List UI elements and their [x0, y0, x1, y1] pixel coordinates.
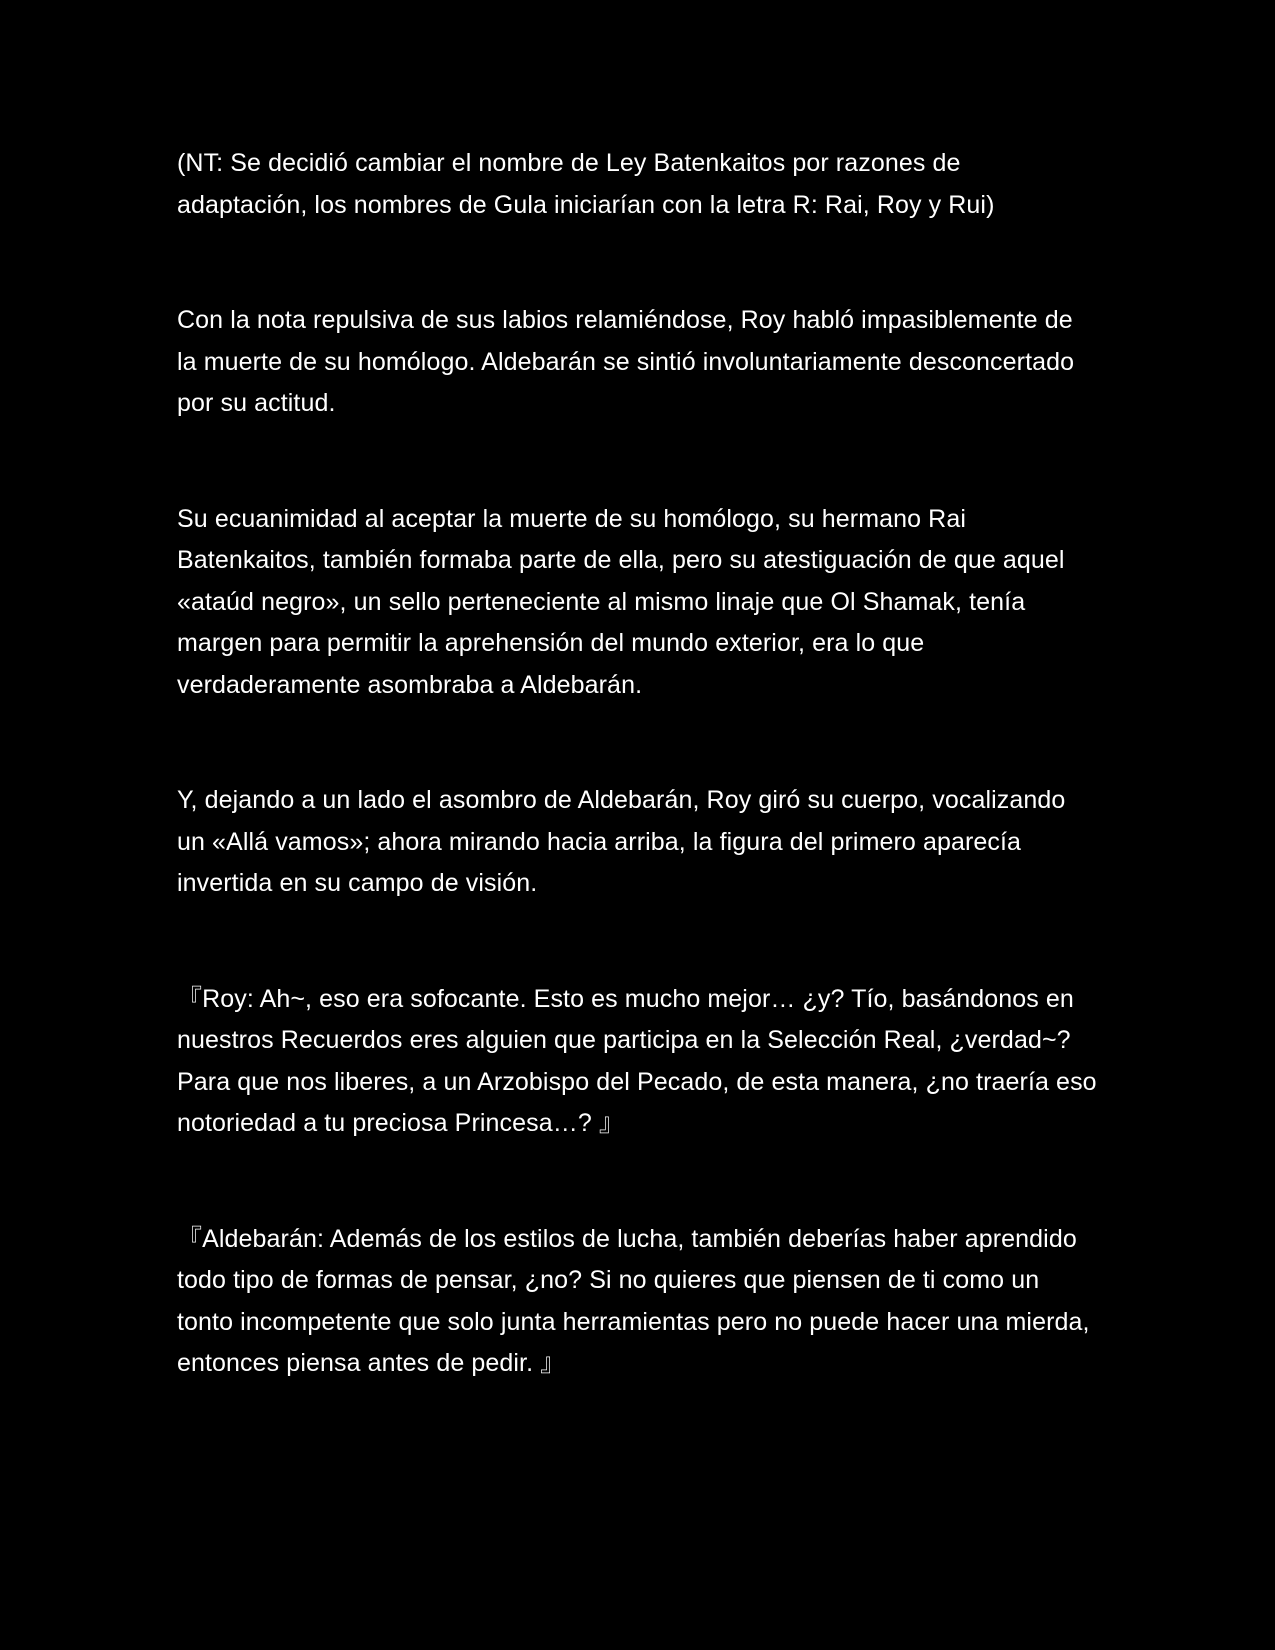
paragraph-narration-3: Y, dejando a un lado el asombro de Aldebarán, Roy giró su cuerpo, vocalizando un «Allá vamos»; ahora mirando hacia arriba, la figura del primero aparecía invertida en su campo de visión. — [177, 786, 1066, 897]
document-body — [177, 143, 1097, 1385]
paragraph-dialogue-aldebaran: 『Aldebarán: Además de los estilos de lucha, también deberías haber aprendido todo tipo de formas de pensar, ¿no? Si no quieres que piensen de ti como un tonto incompetente que solo junta herramientas pero no puede hacer una mierda, entonces piensa antes de pedir. 』 — [177, 1224, 1090, 1377]
paragraph-narration-2: Su ecuanimidad al aceptar la muerte de su homólogo, su hermano Rai Batenkaitos, también formaba parte de ella, pero su atestiguación de que aquel «ataúd negro», un sello perteneciente al mismo linaje que Ol Shamak, tenía margen para permitir la aprehensión del mundo exterior, era lo que verdaderamente asombraba a Aldebarán. — [177, 504, 1065, 699]
paragraph-dialogue-roy: 『Roy: Ah~, eso era sofocante. Esto es mucho mejor… ¿y? Tío, basándonos en nuestros Recuerdos eres alguien que participa en la Selección Real, ¿verdad~? Para que nos liberes, a un Arzobispo del Pecado, de esta manera, ¿no traería eso notoriedad a tu preciosa Princesa…? 』 — [177, 984, 1097, 1137]
paragraph-narration-1: Con la nota repulsiva de sus labios relamiéndose, Roy habló impasiblemente de la muerte de su homólogo. Aldebarán se sintió involuntariamente desconcertado por su actitud. — [177, 306, 1075, 417]
paragraph-translator-note: (NT: Se decidió cambiar el nombre de Ley Batenkaitos por razones de adaptación, los nombres de Gula iniciarían con la letra R: Rai, Roy y Rui) — [177, 149, 995, 219]
